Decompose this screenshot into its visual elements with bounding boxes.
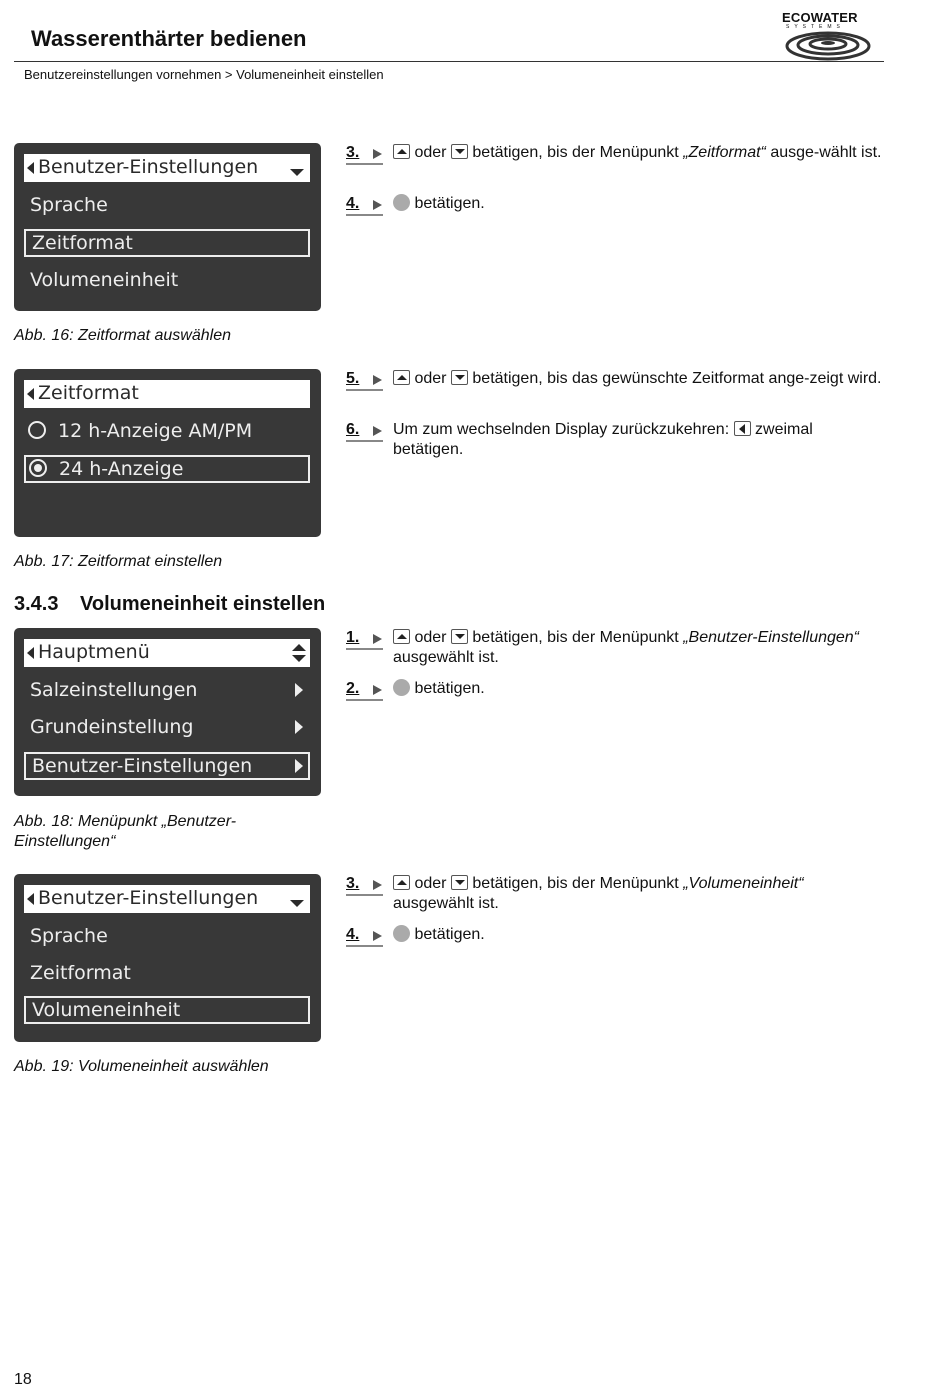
- ok-key-icon: [393, 679, 410, 696]
- menu-item-zeitformat: Zeitformat: [24, 229, 310, 257]
- menu-item-salzeinstellungen: Salzeinstellungen: [24, 677, 310, 705]
- caption-fig17: Abb. 17: Zeitformat einstellen: [14, 553, 223, 570]
- menu-item-zeitformat: Zeitformat: [30, 962, 131, 984]
- step-a4: 4. betätigen.: [346, 194, 886, 214]
- submenu-arrow-icon: [295, 720, 303, 734]
- page-title: Wasserenthärter bedienen: [31, 26, 307, 51]
- step-b5: 5. oder betätigen, bis das gewünschte Zeitformat ange-zeigt wird.: [346, 369, 886, 389]
- submenu-arrow-icon: [295, 759, 303, 773]
- back-key-icon: [734, 421, 751, 436]
- down-key-icon: [451, 875, 468, 890]
- ecowater-logo: [780, 10, 876, 62]
- display-header: Hauptmenü: [24, 639, 310, 667]
- ok-key-icon: [393, 925, 410, 942]
- caption-fig16: Abb. 16: Zeitformat auswählen: [14, 327, 232, 344]
- display-fig17: [14, 369, 321, 537]
- page-number: 18: [14, 1371, 32, 1388]
- menu-item-benutzer-einstellungen: Benutzer-Einstellungen: [24, 752, 310, 780]
- header-rule: [14, 61, 884, 62]
- menu-item-volumeneinheit: Volumeneinheit: [24, 996, 310, 1024]
- menu-item-grundeinstellung: Grundeinstellung: [24, 714, 310, 742]
- display-header: Benutzer-Einstellungen: [24, 885, 310, 913]
- scroll-down-icon: [290, 900, 304, 907]
- down-key-icon: [451, 144, 468, 159]
- display-fig18: [14, 628, 321, 796]
- up-key-icon: [393, 629, 410, 644]
- section-heading: 3.4.3 Volumeneinheit einstellen: [14, 593, 326, 615]
- down-key-icon: [451, 370, 468, 385]
- step-c1: 1. oder betätigen, bis der Menüpunkt „Benutzer-Einstellungen“ ausgewählt ist.: [346, 629, 860, 666]
- radio-on-icon: [29, 459, 47, 477]
- display-header: Benutzer-Einstellungen: [24, 154, 310, 182]
- scroll-down-icon: [290, 169, 304, 176]
- breadcrumb: Benutzereinstellungen vornehmen > Volumeneinheit einstellen: [24, 67, 384, 82]
- option-24h: 24 h-Anzeige: [24, 455, 310, 483]
- display-fig16: [14, 143, 321, 311]
- logo-brand: ECOWATER: [782, 10, 858, 25]
- step-b6: 6. Um zum wechselnden Display zurückzukehren: zweimal betätigen.: [346, 421, 813, 458]
- menu-item-volumeneinheit: Volumeneinheit: [30, 269, 179, 291]
- step-a3: 3. oder betätigen, bis der Menüpunkt „Zeitformat“ ausge-wählt ist.: [346, 143, 886, 163]
- caption-fig19: Abb. 19: Volumeneinheit auswählen: [14, 1058, 269, 1075]
- scroll-updown-icon: [291, 642, 307, 664]
- step-d3: 3. oder betätigen, bis der Menüpunkt „Volumeneinheit“ ausgewählt ist.: [346, 875, 804, 912]
- up-key-icon: [393, 875, 410, 890]
- back-arrow-icon: [27, 388, 34, 400]
- menu-item-sprache: Sprache: [30, 925, 108, 947]
- up-key-icon: [393, 144, 410, 159]
- step-c2: 2. betätigen.: [346, 679, 886, 699]
- up-key-icon: [393, 370, 410, 385]
- logo-swirl-icon: [784, 30, 872, 62]
- display-header: Zeitformat: [24, 380, 310, 408]
- down-key-icon: [451, 629, 468, 644]
- logo-sub: SYSTEMS: [786, 24, 845, 30]
- menu-item-sprache: Sprache: [30, 194, 108, 216]
- display-fig19: [14, 874, 321, 1042]
- back-arrow-icon: [27, 647, 34, 659]
- back-arrow-icon: [27, 162, 34, 174]
- step-d4: 4. betätigen.: [346, 925, 886, 945]
- submenu-arrow-icon: [295, 683, 303, 697]
- option-12h: 12 h-Anzeige AM/PM: [24, 418, 310, 446]
- back-arrow-icon: [27, 893, 34, 905]
- radio-off-icon: [28, 421, 46, 439]
- ok-key-icon: [393, 194, 410, 211]
- caption-fig18: Abb. 18: Menüpunkt „Benutzer-Einstellungen“: [14, 813, 237, 850]
